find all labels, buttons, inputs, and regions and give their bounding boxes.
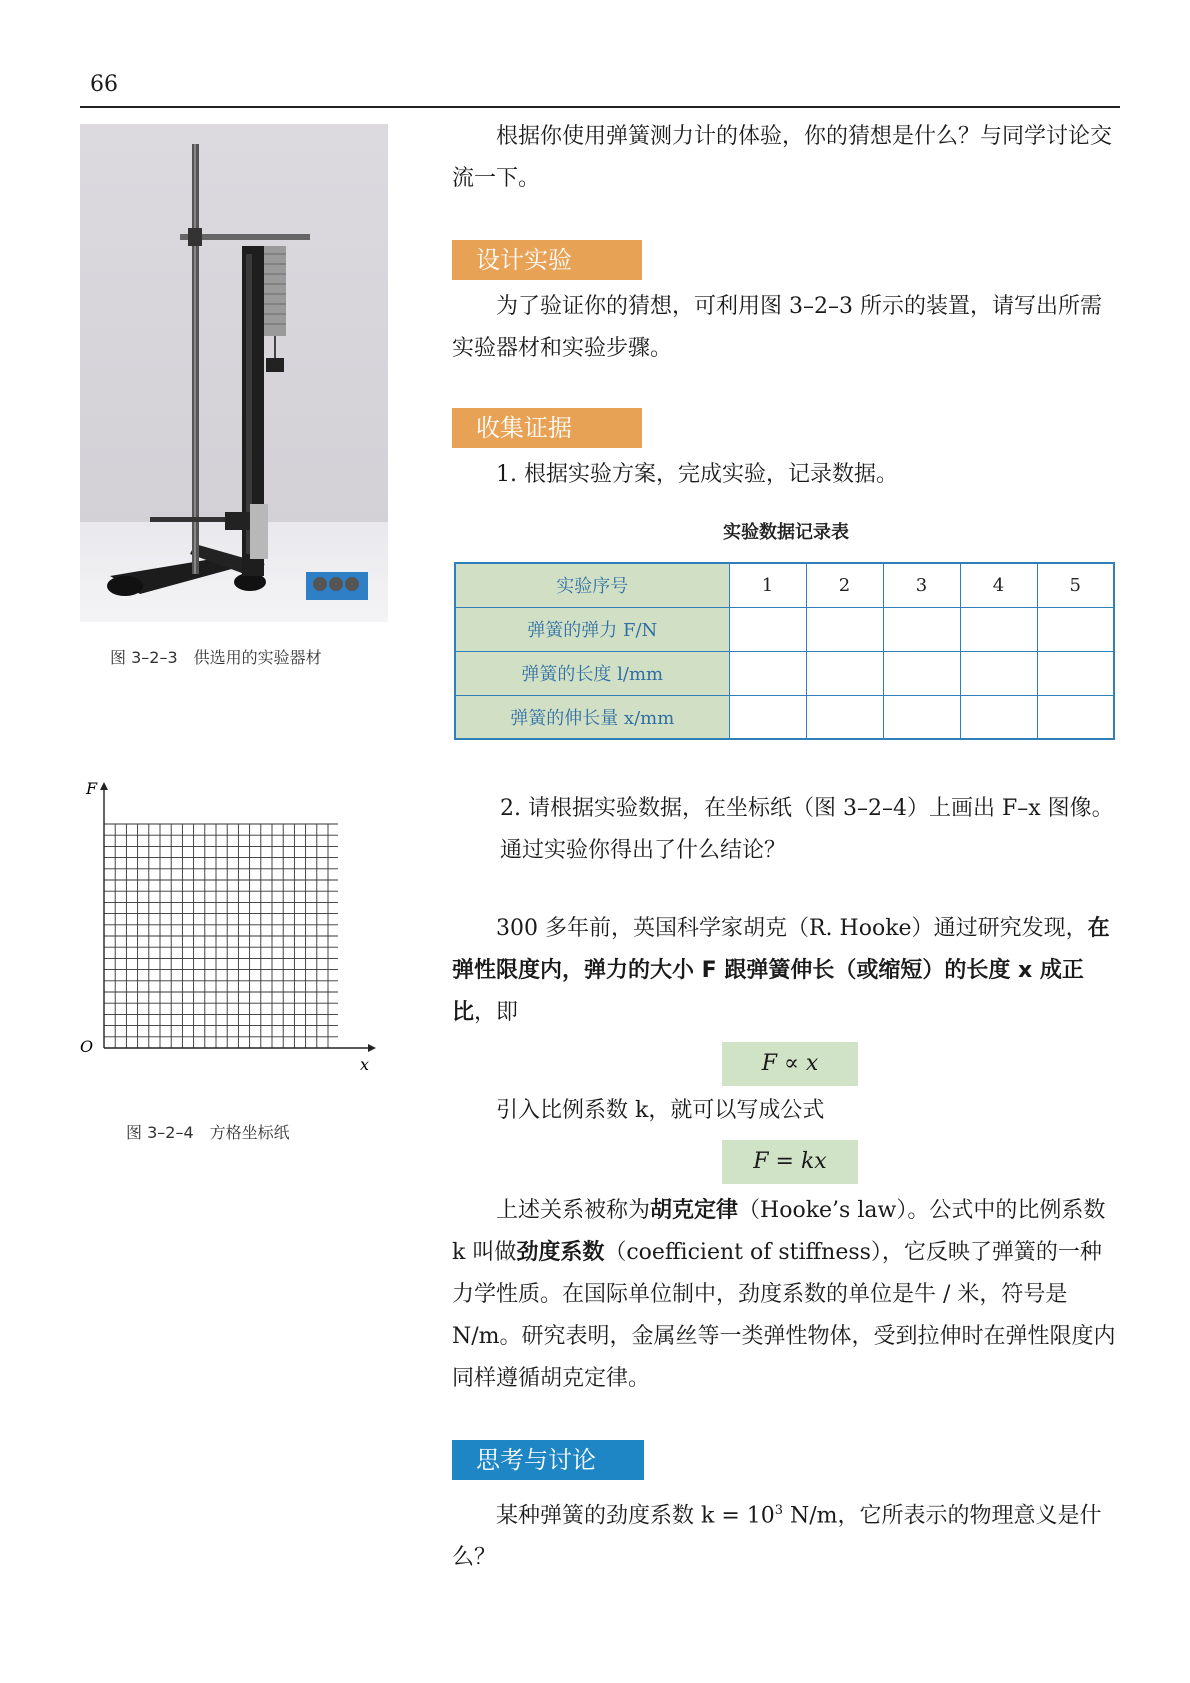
table-cell: [883, 651, 960, 695]
hooke-statement: 在弹性限度内，弹力的大小 F 跟弹簧伸长（或缩短）的长度 x 成正比: [452, 916, 1110, 1025]
grid-axis-x-label: x: [360, 1055, 370, 1070]
table-col-header: 5: [1037, 563, 1114, 607]
table-cell: [729, 607, 806, 651]
grid-caption: 图 3–2–4 方格坐标纸: [126, 1123, 290, 1142]
hooke-intro-end: ，即: [474, 1000, 519, 1025]
table-row: [455, 695, 1114, 739]
table-cell: [960, 695, 1037, 739]
table-col-header: 4: [960, 563, 1037, 607]
header-rule: [80, 106, 1120, 108]
apparatus-photo: [80, 124, 388, 622]
table-col-header: 2: [806, 563, 883, 607]
data-record-table: [454, 562, 1115, 740]
table-row: [455, 651, 1114, 695]
collect-heading: 收集证据: [452, 408, 642, 448]
table-cell: [806, 607, 883, 651]
hooke-paragraph: [452, 908, 1120, 1034]
design-paragraph: 为了验证你的猜想，可利用图 3–2–3 所示的装置，请写出所需实验器材和实验步骤。: [452, 294, 1102, 361]
intro-paragraph: 根据你使用弹簧测力计的体验，你的猜想是什么？与同学讨论交流一下。: [452, 124, 1113, 191]
grid-axis-y-label: F: [86, 780, 98, 798]
table-cell: [1037, 607, 1114, 651]
coefficient-paragraph: 引入比例系数 k，就可以写成公式: [496, 1098, 825, 1123]
discuss-heading: 思考与讨论: [452, 1440, 644, 1480]
stiffness-term: 劲度系数: [516, 1240, 605, 1265]
table-col-header: 1: [729, 563, 806, 607]
table-header-label: 实验序号: [455, 563, 729, 607]
table-title: 实验数据记录表: [723, 522, 849, 543]
formula-proportional: F ∝ x: [722, 1042, 858, 1086]
grid-origin-label: O: [80, 1037, 94, 1056]
hooke-law-term: 胡克定律: [650, 1198, 739, 1223]
discuss-paragraph: 某种弹簧的劲度系数 $k = 10^3$ N/m，它所表示的物理意义是什么？: [452, 1503, 1102, 1571]
hooke-law-paragraph: 上述关系被称为胡克定律（Hooke’s law）。公式中的比例系数 k 叫做劲度系数（coefficient of stiffness），它反映了弹簧的一种力学性质。在国际单位制中，劲度系数的单位是牛 / 米，符号是 N/m。研究表明，金属丝等一类弹性物体，受到拉伸时在弹性限度内同样遵循胡克定律。: [452, 1198, 1116, 1391]
page-number: 66: [90, 72, 118, 97]
table-cell: [806, 695, 883, 739]
table-cell: [806, 651, 883, 695]
table-row: [455, 607, 1114, 651]
table-cell: [960, 607, 1037, 651]
formula-hooke: F = kx: [722, 1140, 858, 1184]
apparatus-caption: 图 3–2–3 供选用的实验器材: [110, 648, 322, 667]
table-row-label: 弹簧的弹力 F/N: [455, 607, 729, 651]
collect-step2: 2. 请根据实验数据，在坐标纸（图 3–2–4）上画出 F–x 图像。通过实验你得出了什么结论？: [500, 796, 1114, 863]
table-row-label: 弹簧的长度 l/mm: [455, 651, 729, 695]
table-cell: [883, 607, 960, 651]
table-cell: [960, 651, 1037, 695]
hooke-intro: 300 多年前，英国科学家胡克（R. Hooke）通过研究发现，: [496, 916, 1088, 941]
table-header-row: [455, 563, 1114, 607]
table-cell: [1037, 695, 1114, 739]
table-cell: [1037, 651, 1114, 695]
table-cell: [729, 695, 806, 739]
design-heading: 设计实验: [452, 240, 642, 280]
table-cell: [729, 651, 806, 695]
table-row-label: 弹簧的伸长量 x/mm: [455, 695, 729, 739]
table-col-header: 3: [883, 563, 960, 607]
grid-paper: [78, 780, 378, 1070]
collect-step1: 1. 根据实验方案，完成实验，记录数据。: [496, 462, 898, 487]
table-cell: [883, 695, 960, 739]
